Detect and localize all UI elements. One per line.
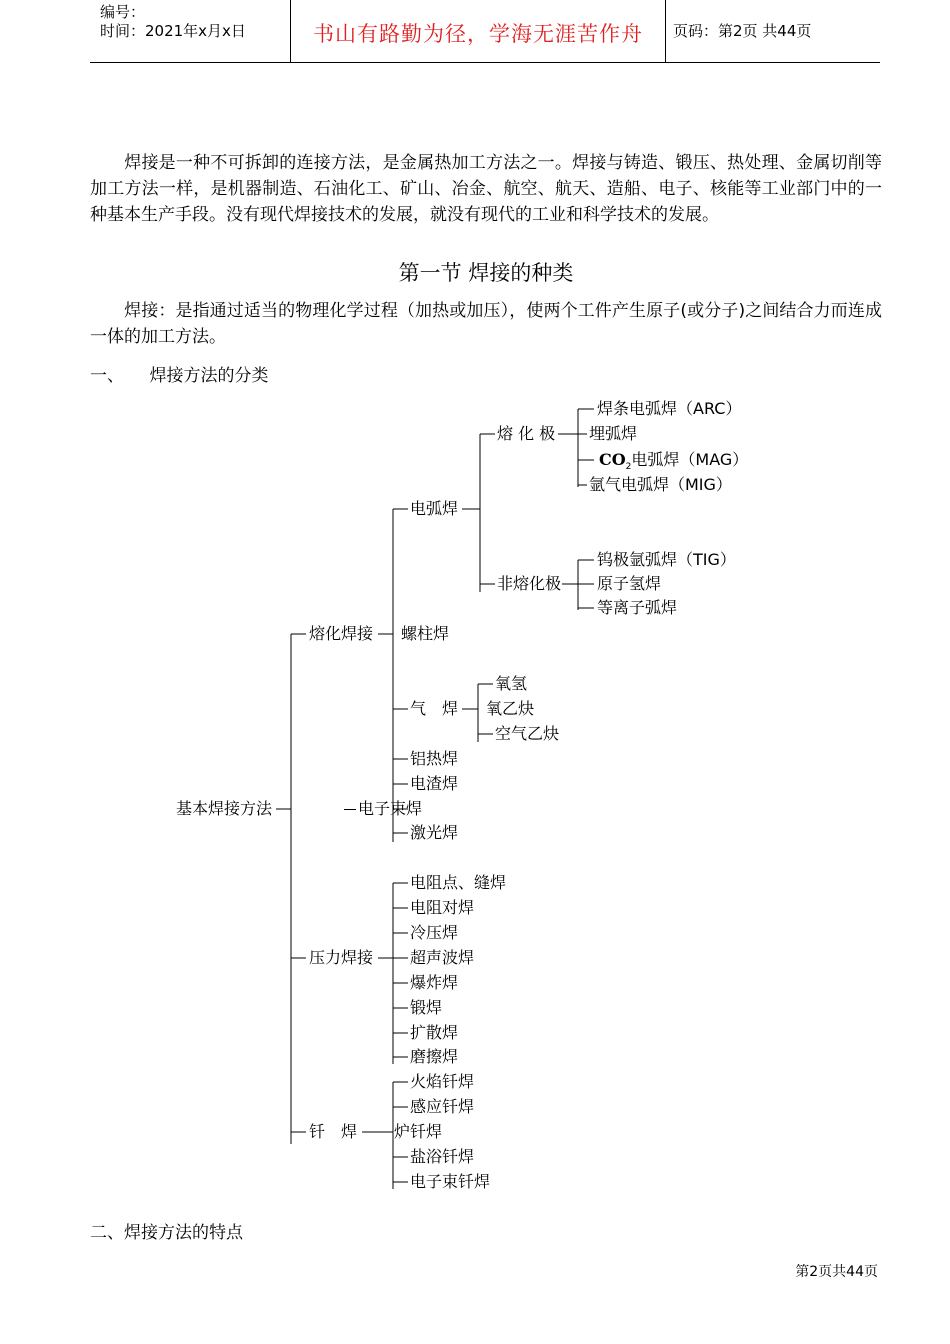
co2-label: CO: [599, 450, 626, 469]
tree-nonconsumable-sub-3: 等离子弧焊: [597, 598, 678, 617]
tree-arc-sub-1: 焊条电弧焊（ARC）: [597, 399, 742, 418]
tree-arc-sub-3: [599, 450, 748, 477]
co2-subscript: 2: [625, 462, 632, 473]
tree-fusion-other-1: 铝热焊: [410, 749, 459, 768]
definition-text: 焊接：是指通过适当的物理化学过程（加热或加压），使两个工件产生原子(或分子)之间结合力而连成一体的加工方法。: [90, 301, 882, 347]
header-motto: 书山有路勤为径，学海无涯苦作舟: [313, 22, 643, 46]
tree-nonconsumable-label: 非熔化极: [497, 574, 562, 593]
tree-gas-label: 气 焊: [410, 699, 459, 718]
tree-pressure-label: 压力焊接: [309, 948, 374, 967]
tree-consumable-label: 熔 化 极: [497, 424, 556, 443]
tree-brazing-sub-3: 炉钎焊: [394, 1122, 443, 1141]
tree-brazing-sub-2: 感应钎焊: [410, 1097, 475, 1116]
tree-fusion-label: 熔化焊接: [309, 624, 374, 643]
tree-pressure-sub-7: 扩散焊: [410, 1023, 459, 1042]
heading-classification: 一、 焊接方法的分类: [90, 366, 269, 386]
tree-brazing-sub-4: 盐浴钎焊: [410, 1147, 475, 1166]
tree-gas-sub-2: 氧乙炔: [486, 699, 535, 718]
tree-pressure-sub-8: 磨擦焊: [410, 1047, 459, 1066]
tree-arc-sub-2: 埋弧焊: [589, 424, 638, 443]
header-number-label: 编号：: [100, 3, 146, 21]
tree-gas-sub-3: 空气乙炔: [495, 724, 560, 743]
tree-pressure-sub-2: 电阻对焊: [410, 898, 475, 917]
co2-suffix: 电弧焊（MAG）: [631, 450, 749, 469]
tree-pressure-sub-6: 锻焊: [410, 998, 443, 1017]
tree-pressure-sub-5: 爆炸焊: [410, 973, 459, 992]
tree-ebw-text: 电子束焊: [358, 799, 423, 818]
tree-brazing-sub-5: 电子束钎焊: [410, 1172, 491, 1191]
tree-root-label: 基本焊接方法: [176, 799, 273, 818]
tree-brazing-sub-1: 火焰钎焊: [410, 1072, 475, 1091]
tree-arc-label: 电弧焊: [410, 499, 459, 518]
heading-features: 二、焊接方法的特点: [90, 1223, 243, 1243]
tree-nonconsumable-sub-2: 原子氢焊: [597, 574, 662, 593]
tree-pressure-sub-1: 电阻点、缝焊: [410, 873, 507, 892]
intro-text: 焊接是一种不可拆卸的连接方法，是金属热加工方法之一。焊接与铸造、锻压、热处理、金属切削等加工方法一样，是机器制造、石油化工、矿山、冶金、航空、航天、造船、电子、核能等工业部门中的一种基本生产手段。没有现代焊接技术的发展，就没有现代的工业和科学技术的发展。: [90, 153, 882, 225]
tree-brazing-label: 钎 焊: [309, 1122, 358, 1141]
page-footer: 第2页共44页: [795, 1264, 878, 1280]
header-page-label: 页码：第2页 共44页: [673, 22, 812, 40]
tree-stud-label: 螺柱焊: [401, 624, 450, 643]
tree-arc-sub-4: 氩气电弧焊（MIG）: [589, 475, 732, 494]
tree-fusion-other-2: 电渣焊: [410, 774, 459, 793]
dash-mark: [344, 809, 356, 810]
tree-pressure-sub-3: 冷压焊: [410, 923, 459, 942]
header-date-label: 时间：2021年x月x日: [100, 22, 246, 40]
tree-fusion-other-3: [344, 799, 422, 819]
tree-gas-sub-1: 氧氢: [495, 674, 528, 693]
tree-nonconsumable-sub-1: 钨极氩弧焊（TIG）: [597, 550, 736, 569]
tree-fusion-other-4: 激光焊: [410, 823, 459, 842]
section-title: 第一节 焊接的种类: [398, 261, 574, 285]
tree-pressure-sub-4: 超声波焊: [410, 948, 475, 967]
